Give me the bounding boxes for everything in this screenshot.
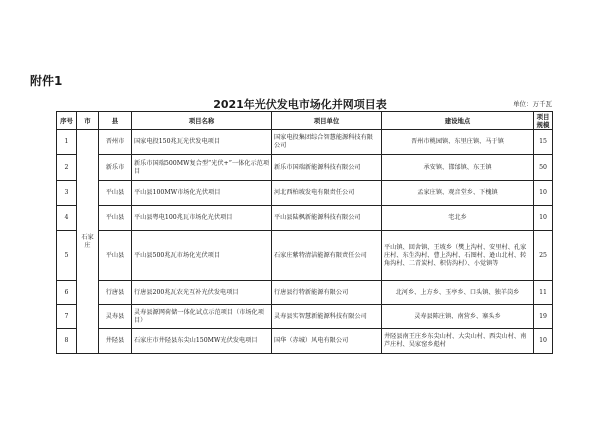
table-row [57,130,553,155]
row-project: 灵寿县源网荷储一体化试点示范项目（市场化项目） [132,305,272,329]
row-size: 10 [534,181,553,206]
row-location: 宅北乡 [382,206,534,231]
header-city: 市 [77,112,99,130]
row-project: 行唐县200兆瓦农光互补光伏发电项目 [132,281,272,305]
row-size: 10 [534,206,553,231]
row-size: 19 [534,305,553,329]
row-county: 井陉县 [99,329,132,354]
row-county: 晋州市 [99,130,132,155]
header-location: 建设地点 [382,112,534,130]
table-row [57,206,553,231]
row-county: 平山县 [99,231,132,281]
row-size: 25 [534,231,553,281]
row-unit: 石家庄紫特清洁能源有限责任公司 [272,231,382,281]
table-row [57,281,553,305]
header-unit: 项目单位 [272,112,382,130]
row-unit: 新乐市国瑞新能源科技有限公司 [272,155,382,181]
row-seq: 7 [57,305,77,329]
table-header-row [57,112,553,130]
row-unit: 灵寿县实智慧新能源科技有限公司 [272,305,382,329]
row-county: 平山县 [99,181,132,206]
row-county: 灵寿县 [99,305,132,329]
table-title: 2021年光伏发电市场化并网项目表 [213,98,387,111]
row-location: 平山镇、回舍镇、王坡乡（樊上沟村、安里村、孔家庄村、东生沟村、曹上沟村、石图村、逊山北村、转角沟村、二青炭村、积仿沟村）、小觉镇等 [382,231,534,281]
row-seq: 8 [57,329,77,354]
row-size: 10 [534,329,553,354]
row-location: 北河乡、上方乡、玉亭乡、口头镇、独羊岗乡 [382,281,534,305]
row-location: 井陉县南王庄乡东尖山村、大尖山村、西尖山村、南芦庄村、吴家窑乡彪村 [382,329,534,354]
header-project: 项目名称 [132,112,272,130]
row-location: 承安镇、邯邰镇、东王镇 [382,155,534,181]
row-project: 平山县500兆瓦市场化光伏项目 [132,231,272,281]
project-table [56,111,553,354]
row-seq: 6 [57,281,77,305]
row-project: 石家庄市井陉县东尖山150MW光伏发电项目 [132,329,272,354]
table-row [57,155,553,181]
row-unit: 国华（赤城）风电有限公司 [272,329,382,354]
row-location: 孟家庄镇、观音堂乡、下槐镇 [382,181,534,206]
row-seq: 3 [57,181,77,206]
table-row [57,181,553,206]
unit-note: 单位：万千瓦 [513,100,552,108]
attachment-label: 附件1 [30,74,63,88]
table-row [57,231,553,281]
row-location: 灵寿县陈庄镇、南营乡、寨头乡 [382,305,534,329]
header-seq: 序号 [57,112,77,130]
row-size: 11 [534,281,553,305]
row-unit: 国家电投集团综合智慧能源科技有限公司 [272,130,382,155]
row-project: 平山县100MW市场化光伏项目 [132,181,272,206]
row-county: 新乐市 [99,155,132,181]
row-location: 晋州市桃园镇、东里庄镇、马于镇 [382,130,534,155]
row-unit: 行唐县行特新能源有限公司 [272,281,382,305]
row-seq: 2 [57,155,77,181]
row-seq: 1 [57,130,77,155]
city-cell: 石家庄 [77,130,99,354]
row-unit: 平山县陆枫新能源科技有限公司 [272,206,382,231]
row-size: 15 [534,130,553,155]
row-project: 国家电投150兆瓦光伏发电项目 [132,130,272,155]
row-unit: 河北西柏坡发电有限责任公司 [272,181,382,206]
header-county: 县 [99,112,132,130]
table-row [57,329,553,354]
row-county: 行唐县 [99,281,132,305]
row-size: 50 [534,155,553,181]
row-project: 新乐市国瑞500MW复合型“光伏+”一体化示范项目 [132,155,272,181]
table-row [57,305,553,329]
header-size: 项目规模 [534,112,553,130]
row-seq: 5 [57,231,77,281]
row-project: 平山县粤电100兆瓦市场化光伏项目 [132,206,272,231]
row-seq: 4 [57,206,77,231]
row-county: 平山县 [99,206,132,231]
